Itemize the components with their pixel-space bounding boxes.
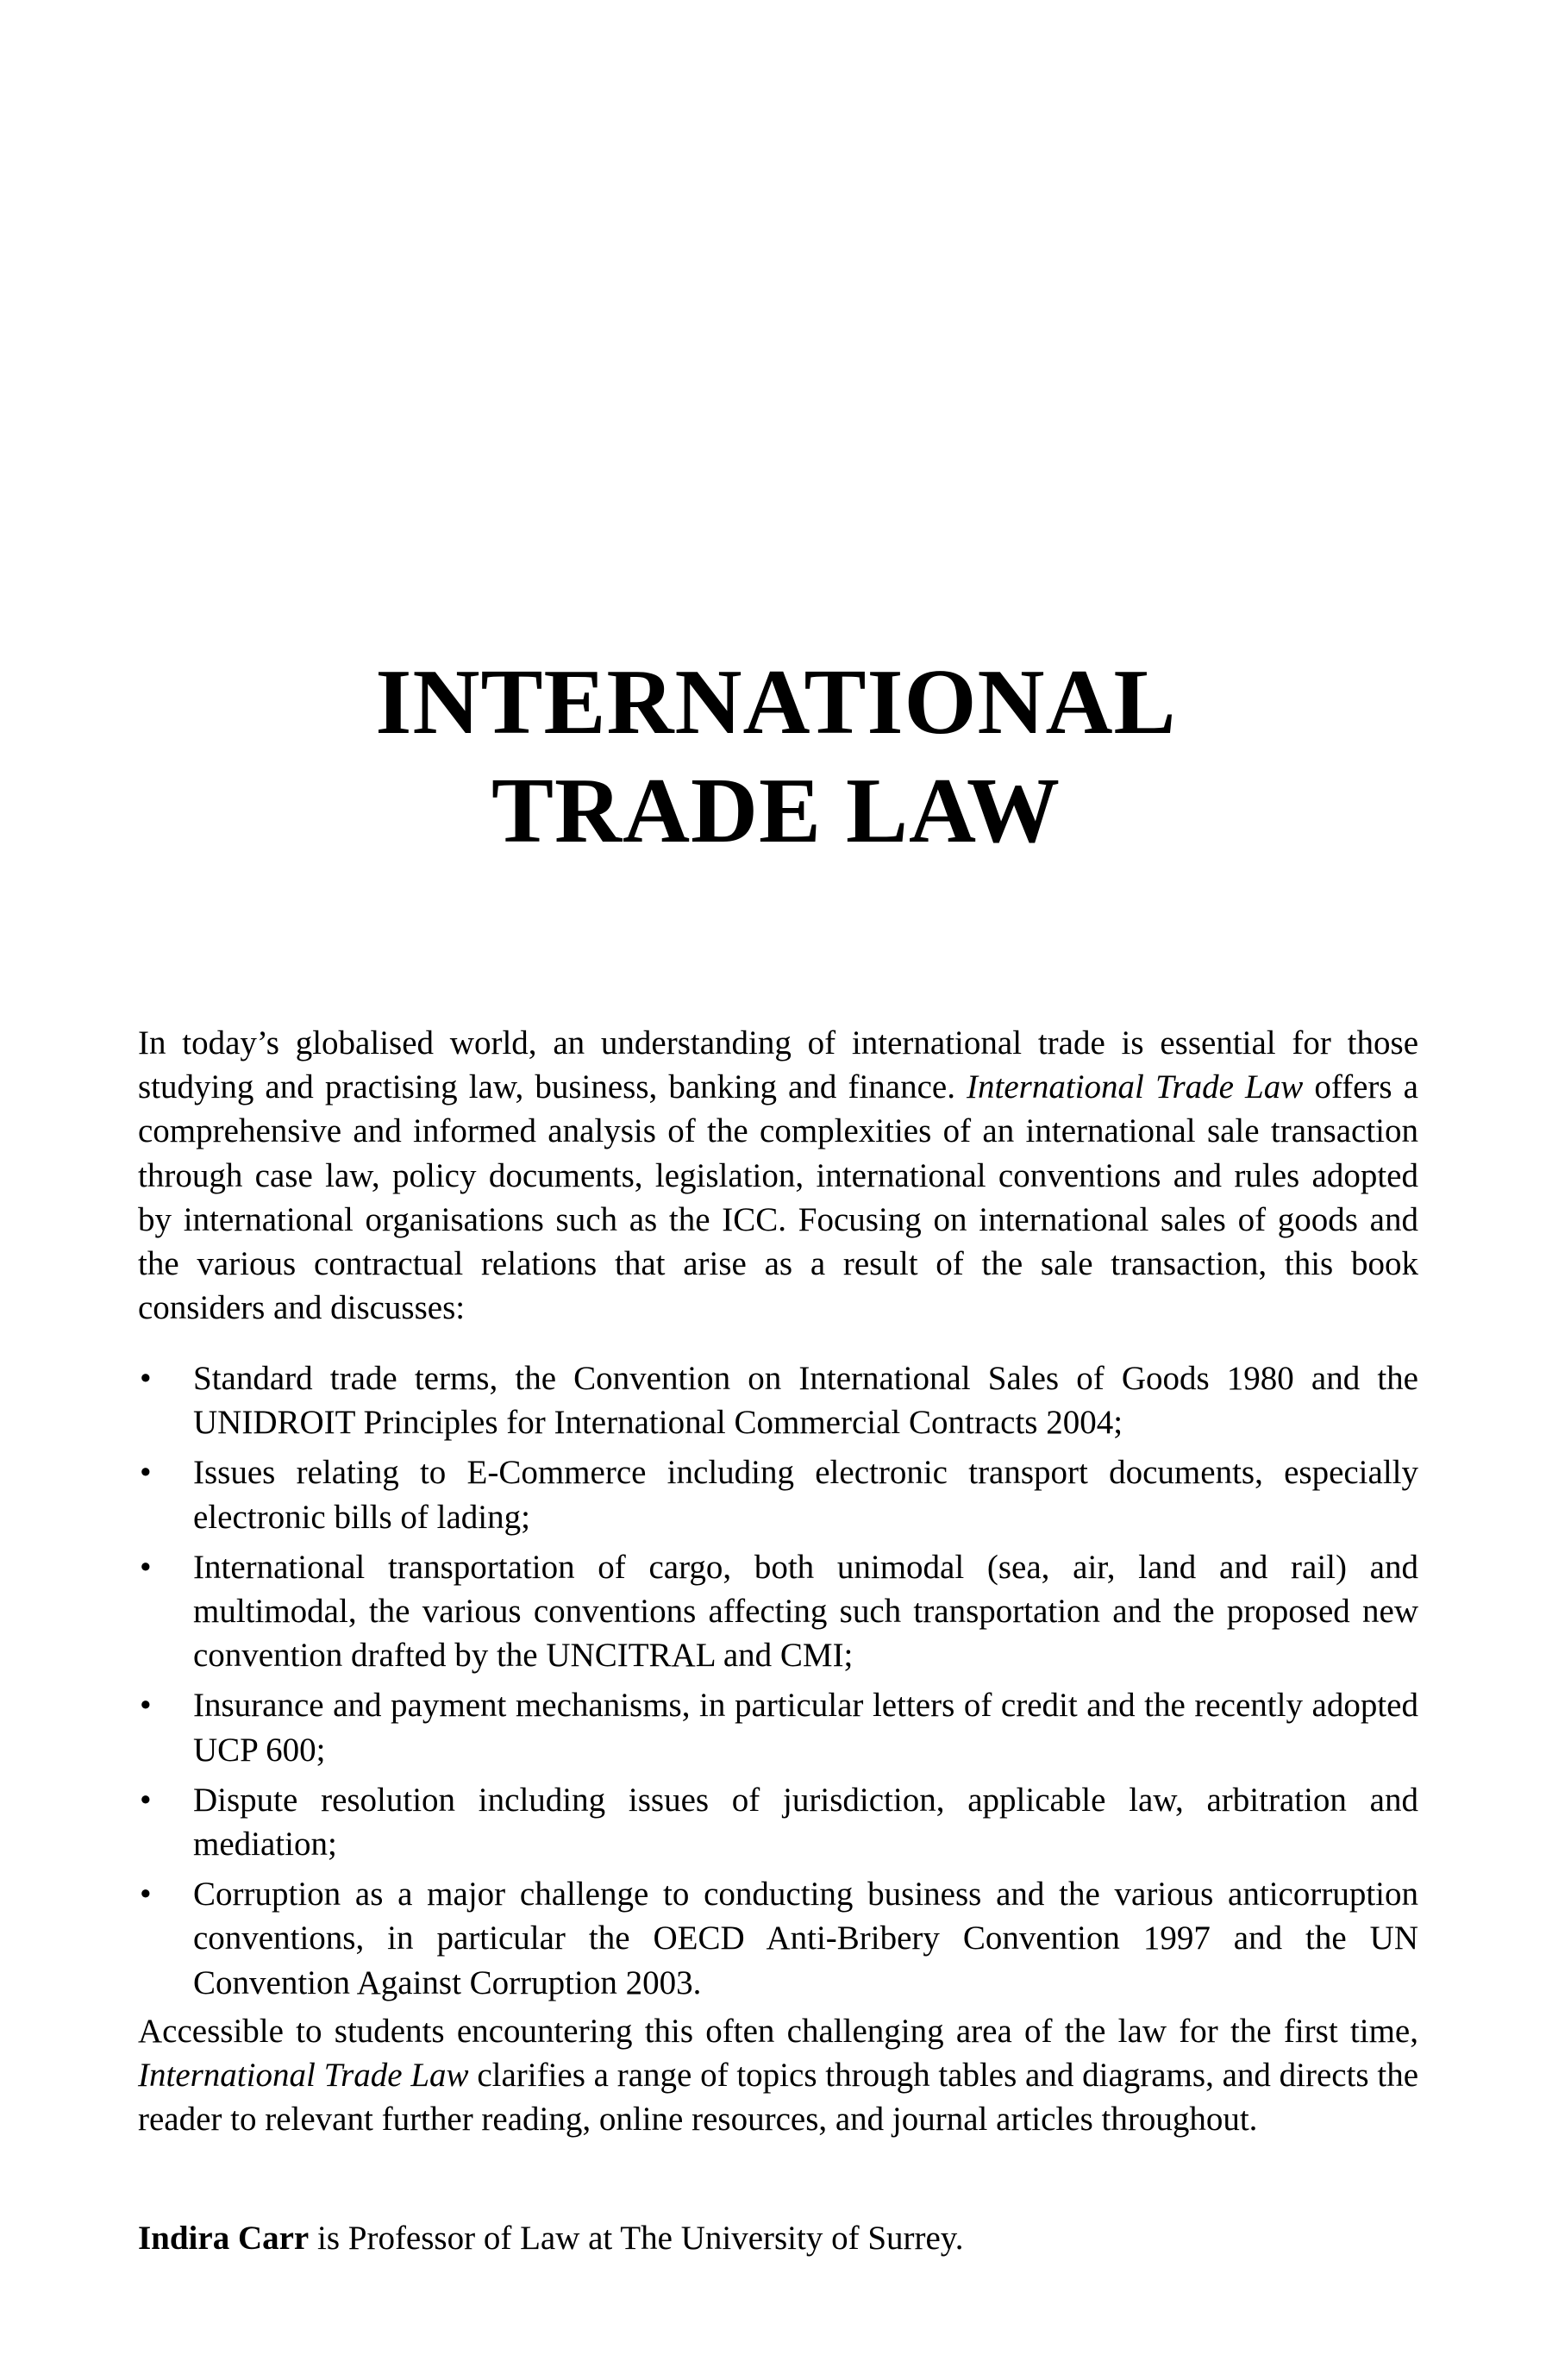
list-item [138,1872,1418,2005]
closing-book-title: International Trade Law [138,2057,469,2095]
list-item-text: Standard trade terms, the Convention on International Sales of Goods 1980 and the UNIDROIT Principles for International Commercial Contracts 2004; [193,1360,1418,1442]
closing-text-start: Accessible to students encountering this often challenging area of the law for the first time, [138,2013,1418,2050]
list-item-text: Issues relating to E-Commerce including electronic transport documents, especially electronic bills of lading; [193,1454,1418,1536]
intro-paragraph [138,1021,1418,1330]
bullet-icon: • [140,1454,152,1492]
bullet-icon: • [140,1548,152,1586]
closing-paragraph [138,2009,1418,2142]
intro-text-start: In today’s globalised world, an understanding of international trade is essential for those studying and practising law, business, banking and finance. [138,1024,1418,1106]
closing-text-end: clarifies a range of topics through tables and diagrams, and directs the reader to relevant further reading, online resources, and journal articles throughout. [138,2057,1418,2139]
author-description: is Professor of Law at The University of Surrey. [309,2220,964,2257]
book-title-line-1: INTERNATIONAL [375,651,1177,754]
list-item [138,1450,1418,1538]
bullet-icon: • [140,1687,152,1725]
list-item-text: Corruption as a major challenge to conducting business and the various anticorruption conventions, in particular the OECD Anti-Bribery Convention 1997 and the UN Convention Against Corruption 2003. [193,1876,1418,2001]
author-bio [138,2216,1418,2260]
bullet-icon: • [140,1876,152,1913]
list-item [138,1778,1418,1866]
intro-book-title: International Trade Law [967,1068,1304,1106]
book-title-line-2: TRADE LAW [491,760,1061,862]
intro-text-end: offers a comprehensive and informed analysis of the complexities of an international sale transaction through case law, policy documents, legislation, international conventions and rules adopted by international organisations such as the ICC. Focusing on international sales of goods and the various contractual relations that arise as a result of the sale transaction, this book considers and discusses: [138,1068,1418,1327]
list-item [138,1683,1418,1771]
bullet-icon: • [140,1781,152,1819]
list-item-text: Dispute resolution including issues of jurisdiction, applicable law, arbitration and mediation; [193,1781,1418,1863]
list-item [138,1545,1418,1678]
list-item-text: Insurance and payment mechanisms, in particular letters of credit and the recently adopted UCP 600; [193,1687,1418,1769]
author-name: Indira Carr [138,2220,310,2257]
bullet-icon: • [140,1360,152,1397]
list-item [138,1356,1418,1444]
topics-list [138,1356,1418,2011]
book-title [0,648,1552,866]
list-item-text: International transportation of cargo, both unimodal (sea, air, land and rail) and multimodal, the various conventions affecting such transportation and the proposed new convention drafted by the UNCITRAL and CMI; [193,1548,1418,1675]
